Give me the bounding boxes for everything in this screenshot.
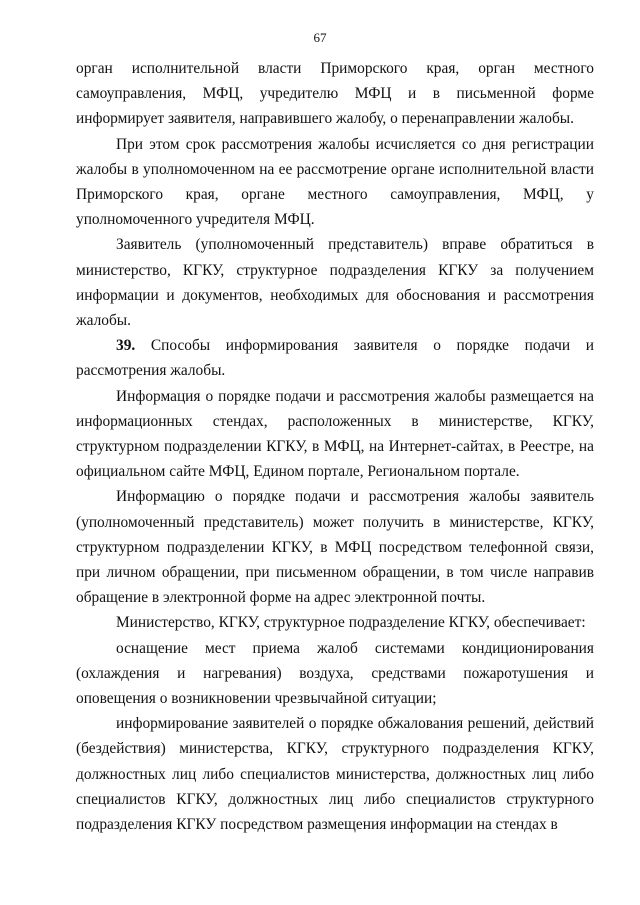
paragraph-applicant-right: Заявитель (уполномоченный представитель) вправе обратиться в министерство, КГКУ, структурное подразделения КГКУ за получением информации и документов, необходимых для обоснования и рассмотрения жалобы.: [76, 236, 594, 330]
document-body: [76, 56, 594, 837]
paragraph-equipment: оснащение мест приема жалоб системами кондиционирования (охлаждения и нагревания) воздуха, средствами пожаротушения и оповещения о возникновении чрезвычайной ситуации;: [76, 639, 594, 708]
paragraph-complaint-term: При этом срок рассмотрения жалобы исчисляется со дня регистрации жалобы в уполномоченном на ее рассмотрение органе исполнительной власти Приморского края, органе местного самоуправления, МФЦ, у уполномоченного учредителя МФЦ.: [76, 135, 594, 229]
paragraph-ministry-provides: Министерство, КГКУ, структурное подразделение КГКУ, обеспечивает:: [116, 614, 586, 632]
paragraph-info-placement: Информация о порядке подачи и рассмотрения жалобы размещается на информационных стендах, расположенных в министерстве, КГКУ, структурном подразделении КГКУ, в МФЦ, на Интернет-сайтах, в Реестре, на официальном сайте МФЦ, Едином портале, Региональном портале.: [76, 387, 594, 481]
page-number: 67: [313, 30, 327, 45]
section-39-heading: 39. Способы информирования заявителя о порядке подачи и рассмотрения жалобы.: [76, 337, 594, 380]
paragraph-informing: информирование заявителей о порядке обжалования решений, действий (бездействия) министерства, КГКУ, структурного подразделения КГКУ, должностных лиц либо специалистов министерства, должностных лиц либо специалистов КГКУ, должностных лиц либо специалистов структурного подразделения КГКУ посредством размещения информации на стендах в: [76, 715, 594, 834]
paragraph-info-channels: Информацию о порядке подачи и рассмотрения жалобы заявитель (уполномоченный представитель) может получить в министерстве, КГКУ, структурном подразделении КГКУ, в МФЦ посредством телефонной связи, при личном обращении, при письменном обращении, в том числе направив обращение в электронной форме на адрес электронной почты.: [76, 488, 594, 607]
paragraph-redirect-complaint: орган исполнительной власти Приморского края, орган местного самоуправления, МФЦ, учредителю МФЦ и в письменной форме информирует заявителя, направившего жалобу, о перенаправлении жалобы.: [76, 60, 594, 128]
section-number: 39.: [116, 337, 136, 355]
